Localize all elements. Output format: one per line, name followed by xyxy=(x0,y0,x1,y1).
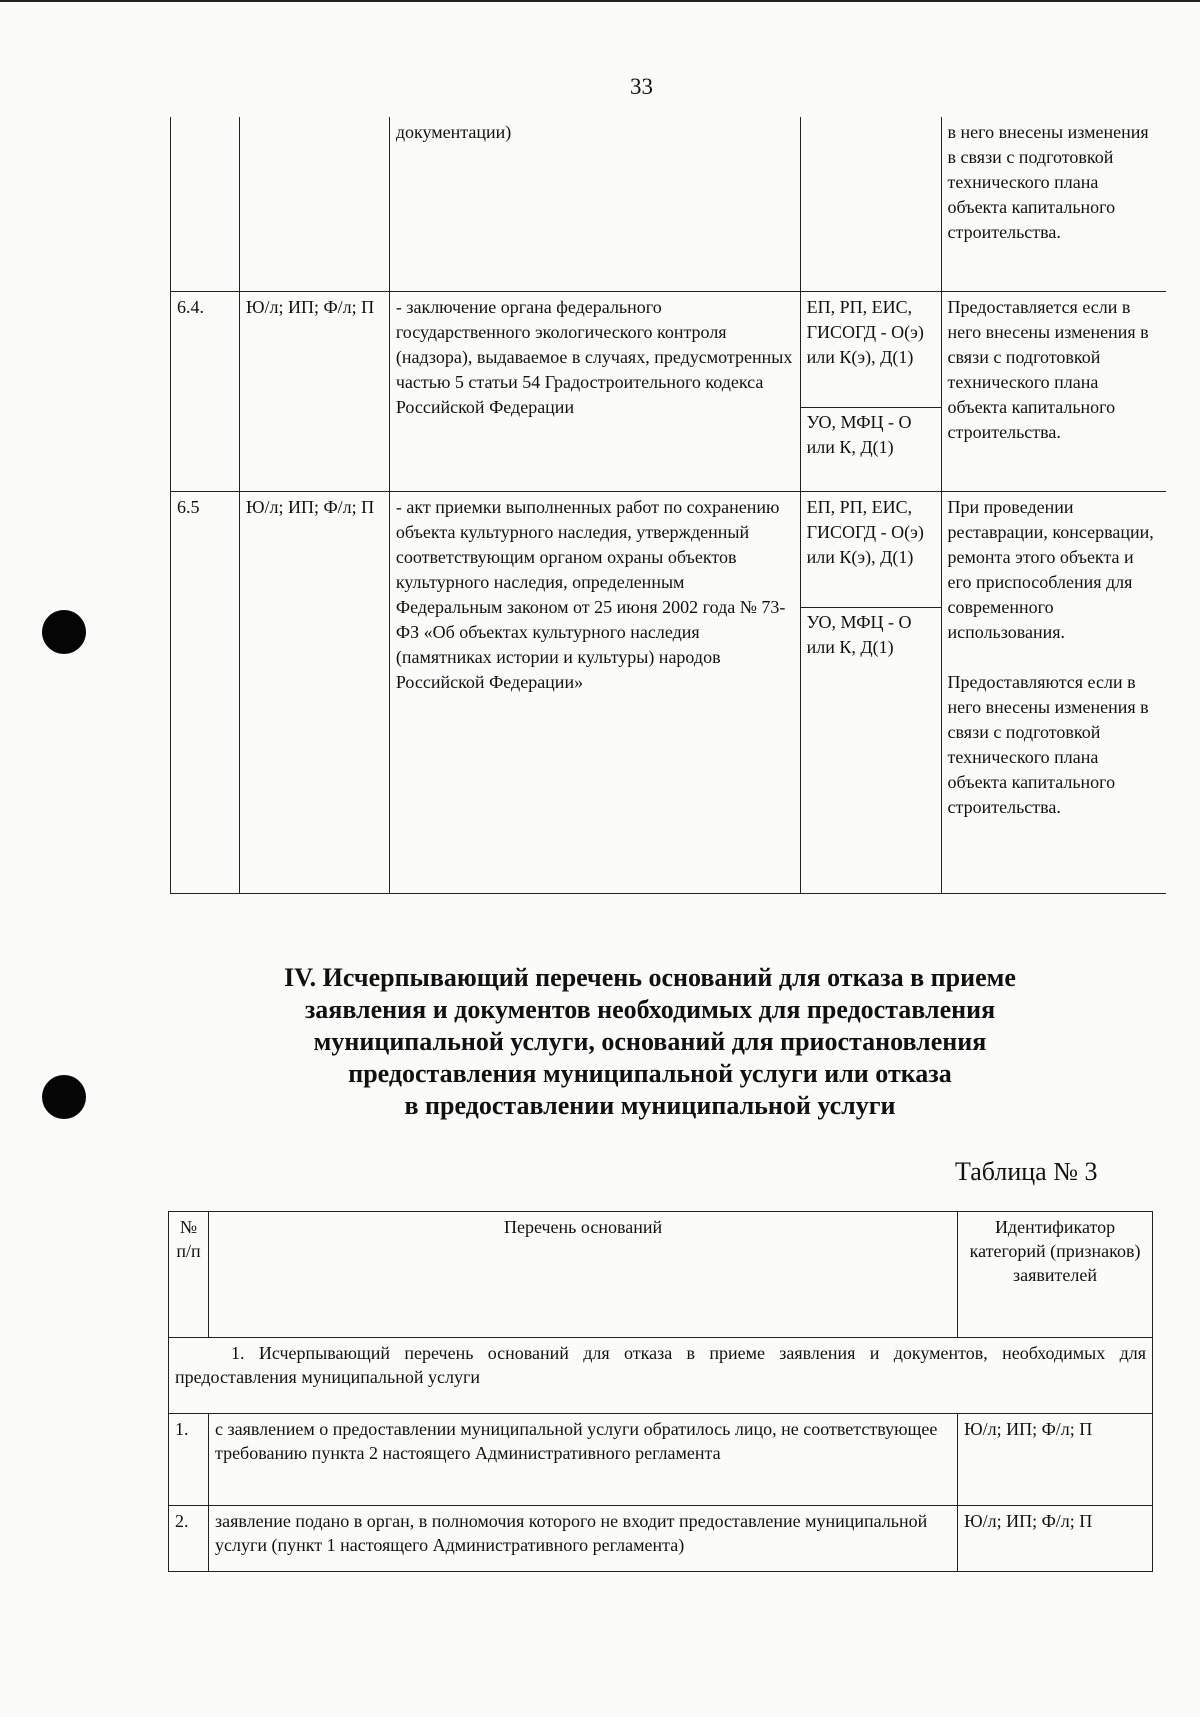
ground-text: с заявлением о предоставлении муниципальной услуги обратилось лицо, не соответствующее требованию пункта 2 настоящего Административного регламента xyxy=(208,1414,957,1506)
table-row xyxy=(171,291,1167,491)
heading-line: предоставления муниципальной услуги или отказа xyxy=(348,1059,952,1088)
heading-line: заявления и документов необходимых для предоставления xyxy=(304,995,996,1024)
row-number: 2. xyxy=(169,1506,209,1572)
submission-channels xyxy=(800,491,941,893)
row-number: 6.5 xyxy=(171,491,240,893)
applicant-category: Ю/л; ИП; Ф/л; П xyxy=(239,291,389,491)
table-caption: Таблица № 3 xyxy=(955,1157,1098,1186)
table-row xyxy=(169,1506,1153,1572)
documents-table-continuation xyxy=(170,117,1166,894)
header-grounds: Перечень оснований xyxy=(208,1212,957,1338)
table-row xyxy=(169,1414,1153,1506)
subsection-row xyxy=(169,1338,1153,1414)
row-number xyxy=(171,117,240,291)
row-number: 1. xyxy=(169,1414,209,1506)
document-description: - акт приемки выполненных работ по сохранению объекта культурного наследия, утвержденный соответствующим органом охраны объектов культурного наследия, определенным Федеральным законом от 25 июня 2002 года № 73-ФЗ «Об объектах культурного наследия (памятниках истории и культуры) народов Российской Федерации» xyxy=(389,491,800,893)
channel-electronic: ЕП, РП, ЕИС, ГИСОГД - О(э) или К(э), Д(1) xyxy=(806,296,924,367)
header-identifier: Идентификатор категорий (признаков) заявителей xyxy=(958,1212,1153,1338)
scan-top-edge xyxy=(0,0,1200,2)
punch-hole xyxy=(42,1075,86,1119)
submission-channels xyxy=(800,291,941,491)
document-description: - заключение органа федерального государственного экологического контроля (надзора), выдаваемое в случаях, предусмотренных частью 5 статьи 54 Градостроительного кодекса Российской Федерации xyxy=(389,291,800,491)
document-note: Предоставляется если в него внесены изменения в связи с подготовкой технического плана объекта капитального строительства. xyxy=(941,291,1166,491)
table-row xyxy=(171,491,1167,893)
header-number: № п/п xyxy=(169,1212,209,1338)
page-number: 33 xyxy=(630,74,653,99)
heading-line: муниципальной услуги, оснований для приостановления xyxy=(313,1027,987,1056)
document-note xyxy=(941,491,1166,893)
subsection-title: 1. Исчерпывающий перечень оснований для отказа в приеме заявления и документов, необходимых для предоставления муниципальной услуги xyxy=(169,1338,1153,1414)
refusal-grounds-table xyxy=(168,1211,1153,1572)
document-description: документации) xyxy=(389,117,800,291)
note-paragraph: При проведении реставрации, консервации, ремонта этого объекта и его приспособления для современного использования. xyxy=(947,496,1154,642)
applicant-category: Ю/л; ИП; Ф/л; П xyxy=(958,1506,1153,1572)
applicant-category: Ю/л; ИП; Ф/л; П xyxy=(958,1414,1153,1506)
table-row xyxy=(171,117,1167,291)
channel-electronic: ЕП, РП, ЕИС, ГИСОГД - О(э) или К(э), Д(1) xyxy=(806,496,924,567)
table-header-row xyxy=(169,1212,1153,1338)
section-heading xyxy=(170,962,1130,1122)
applicant-category: Ю/л; ИП; Ф/л; П xyxy=(239,491,389,893)
channel-in-person: УО, МФЦ - О или К, Д(1) xyxy=(801,407,941,460)
submission-channels xyxy=(800,117,941,291)
punch-hole xyxy=(42,610,86,654)
heading-line: IV. Исчерпывающий перечень оснований для отказа в приеме xyxy=(284,963,1016,992)
ground-text: заявление подано в орган, в полномочия которого не входит предоставление муниципальной услуги (пункт 1 настоящего Административного регламента) xyxy=(208,1506,957,1572)
row-number: 6.4. xyxy=(171,291,240,491)
note-paragraph: Предоставляются если в него внесены изменения в связи с подготовкой технического плана объекта капитального строительства. xyxy=(947,671,1149,817)
channel-in-person: УО, МФЦ - О или К, Д(1) xyxy=(801,607,941,660)
document-note: в него внесены изменения в связи с подготовкой технического плана объекта капитального строительства. xyxy=(941,117,1166,291)
applicant-category xyxy=(239,117,389,291)
heading-line: в предоставлении муниципальной услуги xyxy=(404,1091,896,1120)
